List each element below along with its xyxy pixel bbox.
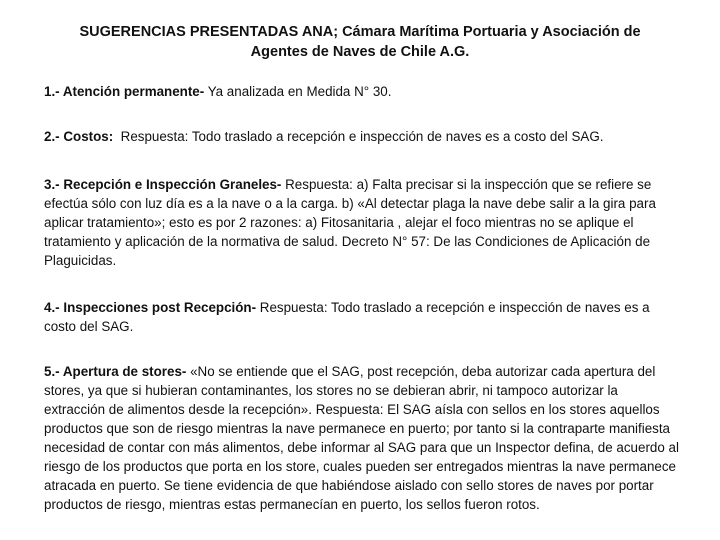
list-item xyxy=(44,82,680,101)
item-heading: 1.- Atención permanente- xyxy=(44,84,205,99)
document-title xyxy=(40,22,680,62)
item-text: Ya analizada en Medida N° 30. xyxy=(204,84,392,99)
item-heading: 5.- Apertura de stores- xyxy=(44,364,187,379)
list-item xyxy=(44,362,680,514)
list-item xyxy=(44,298,680,336)
list-item xyxy=(44,127,680,146)
item-heading: 2.- Costos: xyxy=(44,129,114,144)
list-item xyxy=(44,175,680,270)
item-text: Respuesta: Todo traslado a recepción e inspección de naves es a costo del SAG. xyxy=(44,300,650,334)
title-line-2: Agentes de Naves de Chile A.G. xyxy=(250,44,470,60)
title-line-1: SUGERENCIAS PRESENTADAS ANA; Cámara Marítima Portuaria y Asociación de xyxy=(79,24,641,40)
item-heading: 4.- Inspecciones post Recepción- xyxy=(44,300,257,315)
item-heading: 3.- Recepción e Inspección Graneles- xyxy=(44,177,282,192)
item-text: Respuesta: a) Falta precisar si la inspección que se refiere se efectúa sólo con luz día es a la nave o a la carga. b) «Al detectar plaga la nave debe salir a la gira para aplicar tratamiento»; esto es por 2 razones: a) Fitosanitaria , alejar el foco mientras no se aplique el tratamiento y aplicación de la normativa de salud. Decreto N° 57: De las Condiciones de Aplicación de Plaguicidas. xyxy=(44,177,656,268)
item-text: Respuesta: Todo traslado a recepción e inspección de naves es a costo del SAG. xyxy=(113,129,604,144)
item-text: «No se entiende que el SAG, post recepción, deba autorizar cada apertura del stores, ya que si hubieran contaminantes, los stores no se debieran abrir, ni tampoco autorizar la extracción de alimentos desde la recepción». Respuesta: El SAG aísla con sellos en los stores aquellos productos que son de riesgo mientras la nave permanece en puerto; por tanto si la contraparte manifiesta necesidad de contar con más alimentos, debe informar al SAG para que un Inspector defina, de acuerdo al riesgo de los productos que porta en los store, cuales pueden ser entregados mientras la nave permanece atracada en puerto. Se tiene evidencia de que habiéndose aislado con sello stores de naves por portar productos de riesgo, mientras estas permanecían en puerto, los sellos fueron rotos. xyxy=(44,364,679,512)
